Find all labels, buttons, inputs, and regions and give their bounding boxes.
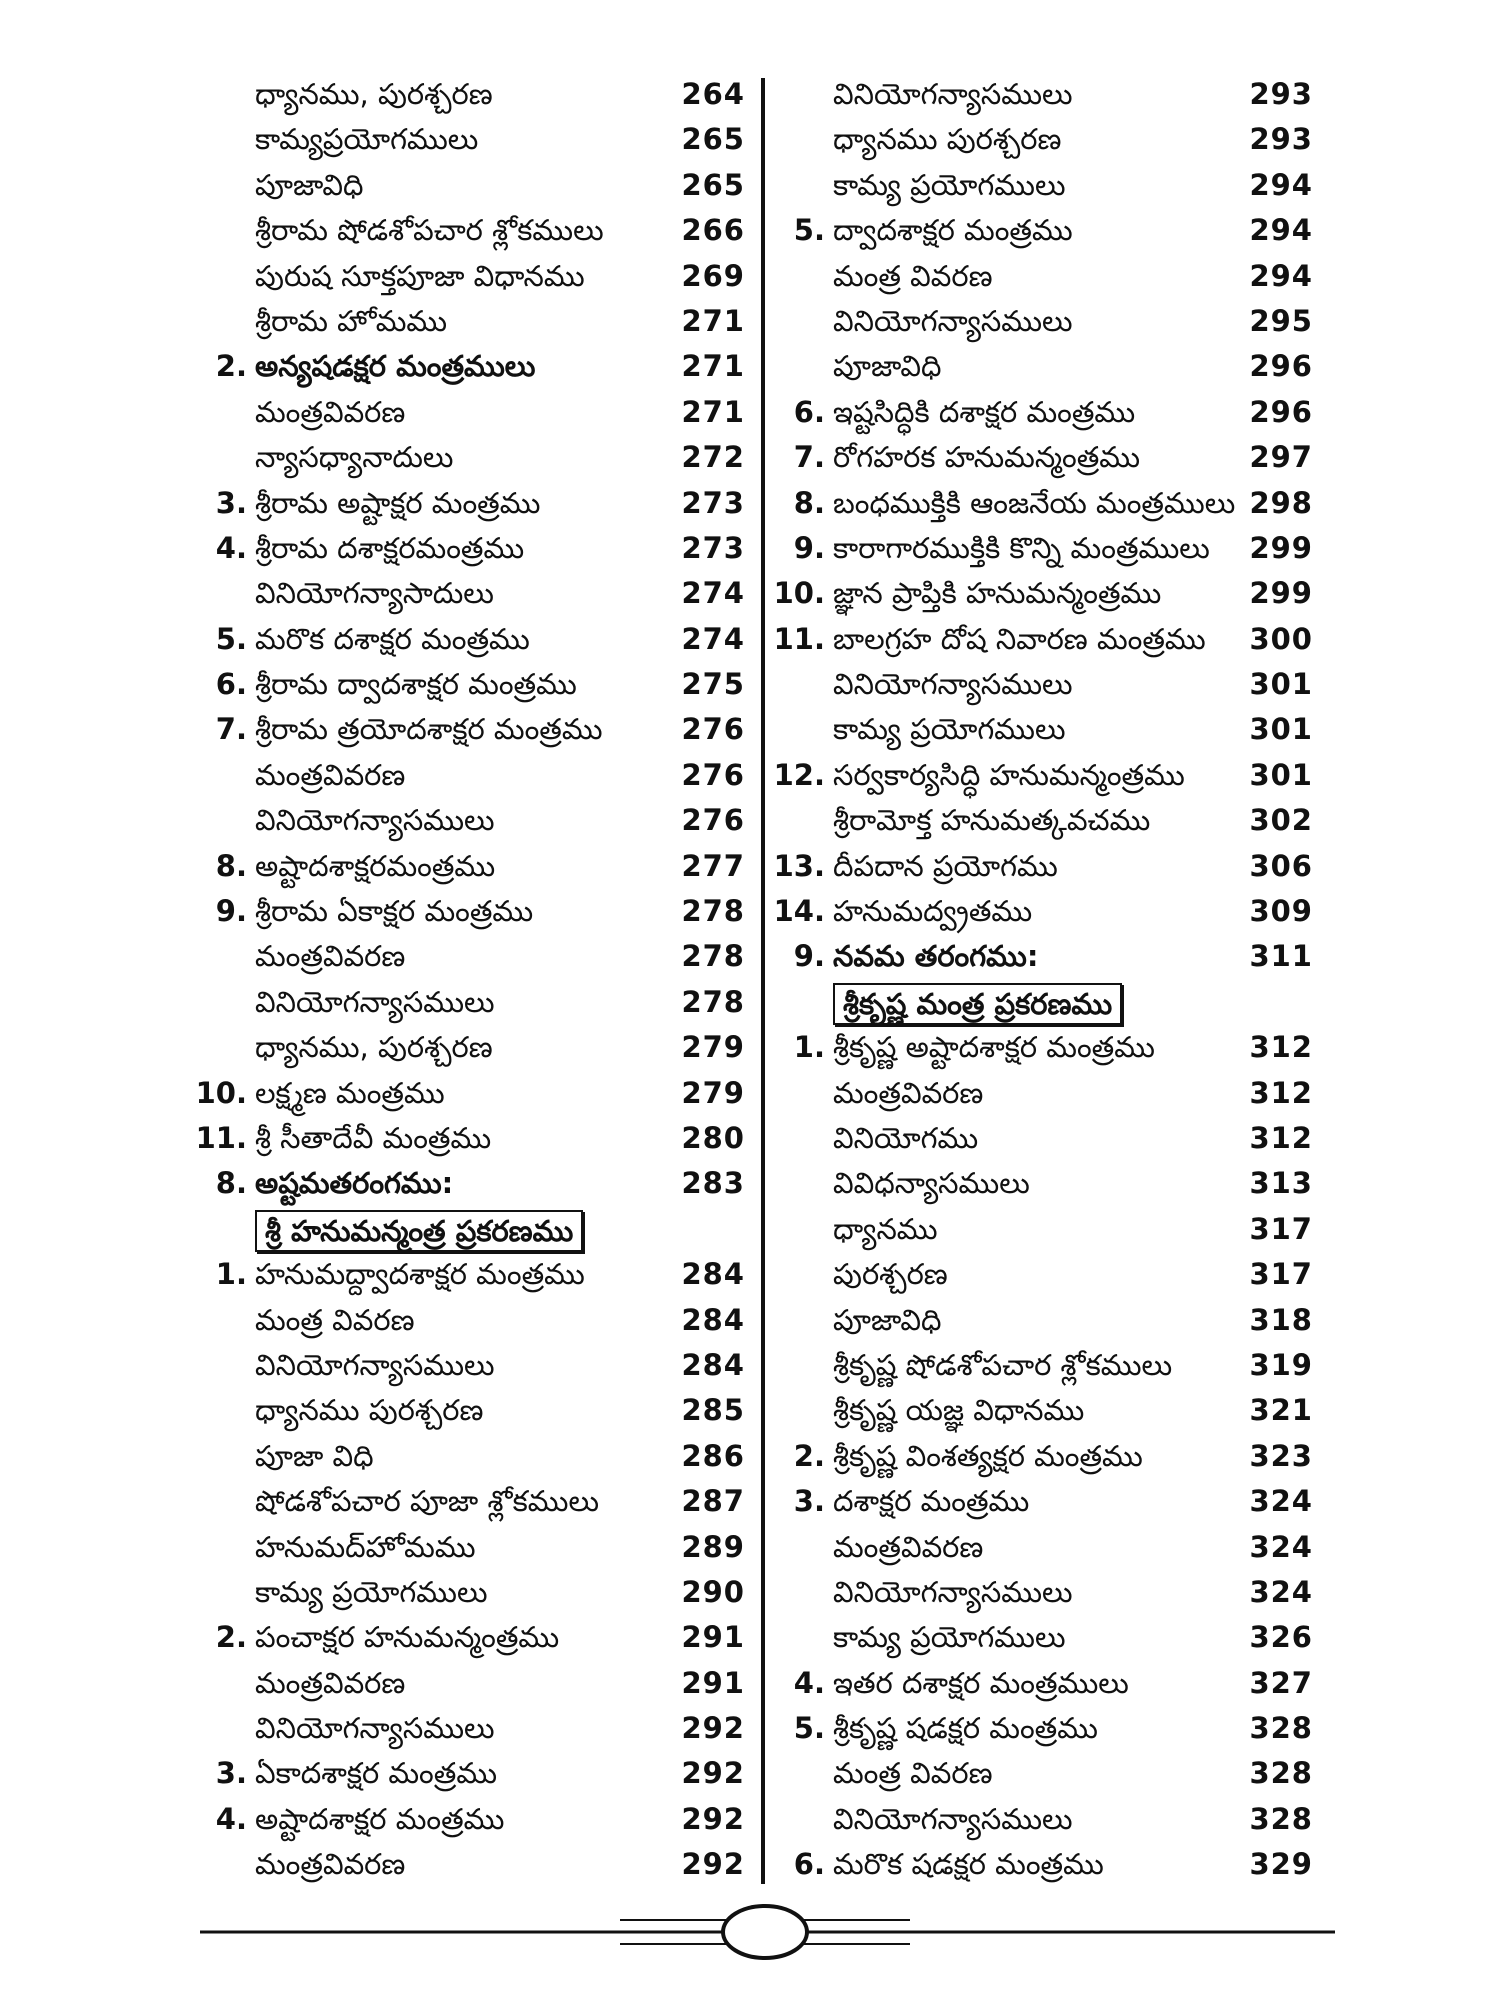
toc-entry-page: 327 [1249, 1665, 1313, 1700]
toc-entry-title: ధ్యానము పురశ్చరణ [833, 122, 1062, 157]
toc-entry-title: హనుమద్‌హోమము [255, 1529, 476, 1564]
toc-entry-page: 292 [681, 1847, 745, 1882]
toc-entry-title: మరొక దశాక్షర మంత్రము [255, 621, 530, 656]
toc-entry [773, 1842, 1313, 1887]
toc-entry-page: 312 [1249, 1030, 1313, 1065]
toc-entry [773, 72, 1313, 117]
toc-entry [195, 526, 745, 571]
toc-entry-title: మంత్రవివరణ [833, 1529, 984, 1564]
toc-entry-page: 318 [1249, 1302, 1313, 1337]
toc-entry-page: 272 [681, 440, 745, 475]
toc-entry-title: లక్ష్మణ మంత్రము [255, 1075, 445, 1110]
toc-entry [773, 753, 1313, 798]
toc-entry-title: వివిధన్యాసములు [833, 1166, 1030, 1201]
footer-ornament [0, 1890, 1500, 1980]
toc-entry [773, 526, 1313, 571]
toc-entry-number: 6. [793, 1847, 825, 1882]
toc-entry-title: అష్టాదశాక్షర మంత్రము [255, 1801, 505, 1836]
toc-entry [195, 481, 745, 526]
toc-entry-page: 295 [1249, 303, 1313, 338]
toc-entry [195, 163, 745, 208]
toc-entry-page: 296 [1249, 394, 1313, 429]
toc-entry-title: వినియోగన్యాసములు [255, 984, 495, 1019]
toc-entry [773, 1751, 1313, 1796]
toc-entry-number: 5. [793, 213, 825, 248]
toc-entry-title: పురశ్చరణ [833, 1257, 948, 1292]
column-divider [761, 78, 765, 1884]
toc-entry [195, 889, 745, 934]
toc-entry-title: శ్రీకృష్ణ షడక్షర మంత్రము [833, 1711, 1098, 1746]
toc-entry-page: 324 [1249, 1574, 1313, 1609]
toc-entry-page: 284 [681, 1347, 745, 1382]
toc-entry-title: శ్రీ సీతాదేవీ మంత్రము [255, 1120, 492, 1155]
toc-entry-number: 3. [215, 1756, 247, 1791]
toc-entry-title: షోడశోపచార పూజా శ్లోకములు [255, 1484, 600, 1519]
toc-entry [773, 117, 1313, 162]
toc-entry-number: 9. [793, 939, 825, 974]
toc-entry [773, 844, 1313, 889]
toc-entry [773, 662, 1313, 707]
toc-entry-page: 298 [1249, 485, 1313, 520]
toc-entry [195, 1570, 745, 1615]
toc-entry-page: 328 [1249, 1801, 1313, 1836]
toc-entry-title: వినియోగన్యాసములు [833, 1574, 1073, 1609]
toc-entry-number: 4. [215, 1801, 247, 1836]
toc-entry [773, 617, 1313, 662]
toc-entry [773, 299, 1313, 344]
toc-entry-page: 296 [1249, 349, 1313, 384]
toc-entry-page: 280 [681, 1120, 745, 1155]
toc-entry-page: 291 [681, 1620, 745, 1655]
toc-entry-page: 297 [1249, 440, 1313, 475]
toc-entry [773, 798, 1313, 843]
toc-entry [195, 798, 745, 843]
toc-entry [195, 1751, 745, 1796]
toc-entry-title: బాలగ్రహ దోష నివారణ మంత్రము [833, 621, 1206, 656]
toc-entry-title: పురుష సూక్తపూజా విధానము [255, 258, 585, 293]
toc-entry-title: వినియోగన్యాసములు [833, 303, 1073, 338]
toc-entry-page: 313 [1249, 1166, 1313, 1201]
toc-entry-page: 265 [681, 122, 745, 157]
toc-entry-number: 8. [215, 1166, 247, 1201]
toc-entry-page: 301 [1249, 712, 1313, 747]
toc-entry [773, 1434, 1313, 1479]
toc-entry-title: పూజావిధి [833, 1302, 942, 1337]
toc-entry-number: 2. [215, 1620, 247, 1655]
toc-entry [773, 1706, 1313, 1751]
toc-entry [195, 1388, 745, 1433]
toc-entry-number: 13. [773, 848, 825, 883]
toc-entry-page: 301 [1249, 667, 1313, 702]
toc-entry-title: అన్యషడక్షర మంత్రములు [255, 349, 536, 384]
toc-entry-title: శ్రీరామోక్త హనుమత్కవచము [833, 803, 1151, 838]
toc-entry-title: అష్టాదశాక్షరమంత్రము [255, 848, 496, 883]
toc-entry-number: 6. [793, 394, 825, 429]
toc-entry [195, 571, 745, 616]
toc-entry [773, 1252, 1313, 1297]
toc-entry-page: 293 [1249, 122, 1313, 157]
toc-entry-title: మంత్ర వివరణ [833, 1756, 993, 1791]
toc-entry-page: 294 [1249, 167, 1313, 202]
toc-entry-number: 5. [793, 1711, 825, 1746]
toc-entry-title: నవమ తరంగము: [833, 939, 1039, 974]
toc-entry [195, 934, 745, 979]
toc-entry-title: వినియోగము [833, 1120, 979, 1155]
toc-entry-title: ఇష్టసిద్ధికి దశాక్షర మంత్రము [833, 394, 1136, 429]
toc-entry-title: శ్రీకృష్ణ అష్టాదశాక్షర మంత్రము [833, 1030, 1155, 1065]
toc-entry-title: ఇతర దశాక్షర మంత్రములు [833, 1665, 1129, 1700]
toc-entry-page: 292 [681, 1801, 745, 1836]
toc-entry-number: 4. [793, 1665, 825, 1700]
toc-entry-page: 326 [1249, 1620, 1313, 1655]
toc-entry [195, 1071, 745, 1116]
toc-entry [773, 1025, 1313, 1070]
toc-entry-page: 311 [1249, 939, 1313, 974]
toc-entry [773, 1661, 1313, 1706]
toc-entry [195, 1615, 745, 1660]
toc-entry-page: 293 [1249, 77, 1313, 111]
toc-entry-number: 4. [215, 530, 247, 565]
toc-entry-page: 276 [681, 757, 745, 792]
toc-entry [195, 844, 745, 889]
toc-entry-title: మంత్ర వివరణ [833, 258, 993, 293]
toc-entry-page: 299 [1249, 576, 1313, 611]
toc-entry-title: వినియోగన్యాసములు [833, 667, 1073, 702]
toc-entry [773, 934, 1313, 979]
toc-entry-title: ధ్యానము పురశ్చరణ [255, 1393, 484, 1428]
toc-entry [773, 1570, 1313, 1615]
toc-entry-page: 269 [681, 258, 745, 293]
toc-entry-page: 324 [1249, 1484, 1313, 1519]
toc-entry [773, 980, 1313, 1025]
toc-entry-title: మంత్రవివరణ [255, 1847, 406, 1882]
toc-entry-title: సర్వకార్యసిద్ధి హనుమన్మంత్రము [833, 757, 1185, 792]
toc-entry-page: 274 [681, 621, 745, 656]
toc-entry-title: వినియోగన్యాసములు [833, 1801, 1073, 1836]
toc-entry-page: 312 [1249, 1120, 1313, 1155]
toc-entry-page: 278 [681, 984, 745, 1019]
toc-entry [773, 1071, 1313, 1116]
toc-entry [195, 299, 745, 344]
toc-entry-title: కామ్యప్రయోగములు [255, 122, 479, 157]
toc-entry-number: 2. [793, 1438, 825, 1473]
toc-entry-number: 5. [215, 621, 247, 656]
toc-entry-title: మంత్రవివరణ [255, 939, 406, 974]
toc-entry-title: శ్రీరామ హోమము [255, 303, 448, 338]
toc-entry-title: శ్రీకృష్ణ మంత్ర ప్రకరణము [833, 983, 1122, 1025]
toc-entry-page: 279 [681, 1075, 745, 1110]
toc-entry-title: ధ్యానము [833, 1211, 938, 1246]
toc-entry-number: 9. [793, 530, 825, 565]
toc-entry-page: 294 [1249, 258, 1313, 293]
toc-entry [773, 481, 1313, 526]
toc-entry-title: శ్రీరామ ద్వాదశాక్షర మంత్రము [255, 667, 577, 702]
toc-entry-number: 3. [215, 485, 247, 520]
toc-entry-number: 10. [773, 576, 825, 611]
toc-entry-title: శ్రీకృష్ణ వింశత్యక్షర మంత్రము [833, 1438, 1143, 1473]
toc-entry-page: 265 [681, 167, 745, 202]
toc-entry-title: పంచాక్షర హనుమన్మంత్రము [255, 1620, 560, 1655]
toc-entry-title: వినియోగన్యాసములు [255, 803, 495, 838]
toc-entry-title: మంత్రవివరణ [255, 394, 406, 429]
toc-entry-title: హనుమద్వ్రతము [833, 894, 1033, 929]
toc-entry-page: 273 [681, 530, 745, 565]
toc-entry [773, 254, 1313, 299]
toc-entry [195, 1479, 745, 1524]
toc-entry-page: 319 [1249, 1347, 1313, 1382]
toc-entry [195, 435, 745, 480]
toc-entry [773, 1479, 1313, 1524]
toc-entry-title: మంత్రవివరణ [255, 757, 406, 792]
toc-entry-title: మంత్రవివరణ [255, 1665, 406, 1700]
toc-entry-title: శ్రీ హనుమన్మంత్ర ప్రకరణము [255, 1210, 583, 1252]
toc-entry-page: 287 [681, 1484, 745, 1519]
toc-entry-title: హనుమద్ద్వాదశాక్షర మంత్రము [255, 1257, 585, 1292]
toc-left-column [195, 72, 745, 1888]
toc-entry-title: కామ్య ప్రయోగములు [833, 712, 1066, 747]
toc-entry [773, 1797, 1313, 1842]
toc-entry-page: 317 [1249, 1211, 1313, 1246]
toc-entry-number: 11. [773, 621, 825, 656]
toc-entry-title: వినియోగన్యాసములు [255, 1711, 495, 1746]
toc-entry-page: 273 [681, 485, 745, 520]
toc-entry-number: 11. [195, 1120, 247, 1155]
toc-entry [773, 889, 1313, 934]
toc-entry-title: రోగహరక హనుమన్మంత్రము [833, 440, 1140, 475]
toc-entry [773, 1525, 1313, 1570]
toc-entry-page: 324 [1249, 1529, 1313, 1564]
toc-entry-title: శ్రీకృష్ణ యజ్ఞ విధానము [833, 1393, 1085, 1428]
toc-entry-number: 3. [793, 1484, 825, 1519]
toc-entry-title: దీపదాన ప్రయోగము [833, 848, 1058, 883]
toc-entry-page: 264 [681, 77, 745, 111]
toc-entry-page: 301 [1249, 757, 1313, 792]
toc-entry [773, 1343, 1313, 1388]
toc-entry [195, 1797, 745, 1842]
toc-entry [773, 163, 1313, 208]
toc-entry-page: 321 [1249, 1393, 1313, 1428]
toc-entry [195, 254, 745, 299]
toc-entry-title: శ్రీరామ షోడశోపచార శ్లోకములు [255, 213, 604, 248]
toc-entry [195, 72, 745, 117]
toc-entry-page: 292 [681, 1711, 745, 1746]
toc-entry-number: 7. [793, 440, 825, 475]
toc-right-column [773, 72, 1313, 1888]
toc-entry [195, 980, 745, 1025]
toc-entry-page: 266 [681, 213, 745, 248]
toc-entry-page: 271 [681, 349, 745, 384]
toc-entry [195, 1525, 745, 1570]
toc-entry-number: 1. [793, 1030, 825, 1065]
toc-entry-title: వినియోగన్యాసాదులు [255, 576, 494, 611]
toc-entry [773, 390, 1313, 435]
toc-entry [195, 1842, 745, 1887]
toc-entry-title: ధ్యానము, పురశ్చరణ [255, 1030, 493, 1065]
toc-entry [773, 1615, 1313, 1660]
toc-entry-title: బంధముక్తికి ఆంజనేయ మంత్రములు [833, 485, 1236, 520]
toc-entry [195, 208, 745, 253]
toc-entry-title: మరొక షడక్షర మంత్రము [833, 1847, 1104, 1882]
toc-entry [195, 1116, 745, 1161]
toc-entry-page: 329 [1249, 1847, 1313, 1882]
toc-entry [195, 1661, 745, 1706]
toc-entry-page: 277 [681, 848, 745, 883]
toc-entry [773, 1298, 1313, 1343]
toc-entry-title: జ్ఞాన ప్రాప్తికి హనుమన్మంత్రము [833, 576, 1162, 611]
toc-entry [773, 208, 1313, 253]
toc-entry [195, 1207, 745, 1252]
toc-entry-title: పూజావిధి [255, 167, 364, 202]
toc-entry [773, 571, 1313, 616]
toc-entry [773, 1116, 1313, 1161]
toc-entry-page: 302 [1249, 803, 1313, 838]
toc-entry-page: 278 [681, 894, 745, 929]
toc-entry-number: 8. [215, 848, 247, 883]
toc-entry [773, 1161, 1313, 1206]
toc-entry-page: 285 [681, 1393, 745, 1428]
toc-entry-page: 271 [681, 394, 745, 429]
toc-entry-page: 278 [681, 939, 745, 974]
toc-entry-title: ధ్యానము, పురశ్చరణ [255, 77, 493, 111]
toc-entry-number: 6. [215, 667, 247, 702]
toc-entry-page: 284 [681, 1257, 745, 1292]
toc-entry-title: శ్రీరామ ఏకాక్షర మంత్రము [255, 894, 534, 929]
toc-entry-number: 12. [773, 757, 825, 792]
toc-entry [195, 753, 745, 798]
toc-entry-title: వినియోగన్యాసములు [255, 1347, 495, 1382]
toc-entry-page: 312 [1249, 1075, 1313, 1110]
toc-entry-page: 292 [681, 1756, 745, 1791]
toc-entry [195, 1161, 745, 1206]
toc-entry [195, 1343, 745, 1388]
toc-entry-number: 14. [773, 894, 825, 929]
toc-entry [195, 117, 745, 162]
toc-entry-page: 309 [1249, 894, 1313, 929]
toc-entry-title: ద్వాదశాక్షర మంత్రము [833, 213, 1073, 248]
toc-entry-title: కామ్య ప్రయోగములు [255, 1574, 488, 1609]
toc-entry-title: న్యాసధ్యానాదులు [255, 440, 454, 475]
toc-entry [195, 390, 745, 435]
toc-entry-number: 1. [215, 1257, 247, 1292]
toc-entry-title: శ్రీరామ దశాక్షరమంత్రము [255, 530, 525, 565]
toc-entry-title: ఏకాదశాక్షర మంత్రము [255, 1756, 498, 1791]
toc-entry-title: శ్రీరామ త్రయోదశాక్షర మంత్రము [255, 712, 603, 747]
toc-entry-page: 274 [681, 576, 745, 611]
toc-entry-title: దశాక్షర మంత్రము [833, 1484, 1030, 1519]
toc-entry-page: 328 [1249, 1711, 1313, 1746]
toc-entry [195, 1706, 745, 1751]
toc-entry-title: శ్రీకృష్ణ షోడశోపచార శ్లోకములు [833, 1347, 1173, 1382]
toc-entry [773, 707, 1313, 752]
toc-entry-number: 8. [793, 485, 825, 520]
toc-entry-page: 300 [1249, 621, 1313, 656]
toc-entry [195, 1025, 745, 1070]
toc-entry-title: మంత్రవివరణ [833, 1075, 984, 1110]
toc-entry [195, 1252, 745, 1297]
toc-entry [773, 344, 1313, 389]
toc-entry-number: 10. [195, 1075, 247, 1110]
toc-entry-number: 9. [215, 894, 247, 929]
toc-entry-page: 276 [681, 712, 745, 747]
toc-entry-page: 283 [681, 1166, 745, 1201]
toc-entry-page: 299 [1249, 530, 1313, 565]
toc-entry-title: కారాగారముక్తికి కొన్ని మంత్రములు [833, 530, 1210, 565]
toc-entry-title: కామ్య ప్రయోగములు [833, 1620, 1066, 1655]
toc-entry-page: 291 [681, 1665, 745, 1700]
toc-entry-page: 286 [681, 1438, 745, 1473]
toc-entry-title: శ్రీరామ అష్టాక్షర మంత్రము [255, 485, 541, 520]
toc-entry-page: 328 [1249, 1756, 1313, 1791]
toc-entry [773, 435, 1313, 480]
toc-entry-title: పూజా విధి [255, 1438, 374, 1473]
toc-entry-title: కామ్య ప్రయోగములు [833, 167, 1066, 202]
toc-entry-title: పూజావిధి [833, 349, 942, 384]
toc-entry-page: 284 [681, 1302, 745, 1337]
toc-entry-page: 275 [681, 667, 745, 702]
toc-entry [195, 662, 745, 707]
toc-entry-page: 279 [681, 1030, 745, 1065]
toc-entry-page: 289 [681, 1529, 745, 1564]
toc-entry-page: 317 [1249, 1257, 1313, 1292]
toc-entry-title: మంత్ర వివరణ [255, 1302, 415, 1337]
toc-entry-number: 7. [215, 712, 247, 747]
toc-entry [773, 1388, 1313, 1433]
toc-entry-page: 294 [1249, 213, 1313, 248]
toc-entry [195, 707, 745, 752]
toc-entry-title: అష్టమతరంగము: [255, 1166, 454, 1201]
toc-entry-title: వినియోగన్యాసములు [833, 77, 1073, 111]
toc-entry-number: 2. [215, 349, 247, 384]
toc-entry [195, 617, 745, 662]
toc-entry-page: 276 [681, 803, 745, 838]
toc-entry [195, 1434, 745, 1479]
toc-entry [195, 1298, 745, 1343]
toc-entry-page: 323 [1249, 1438, 1313, 1473]
toc-entry [773, 1207, 1313, 1252]
toc-entry [195, 344, 745, 389]
toc-entry-page: 290 [681, 1574, 745, 1609]
toc-entry-page: 306 [1249, 848, 1313, 883]
toc-entry-page: 271 [681, 303, 745, 338]
